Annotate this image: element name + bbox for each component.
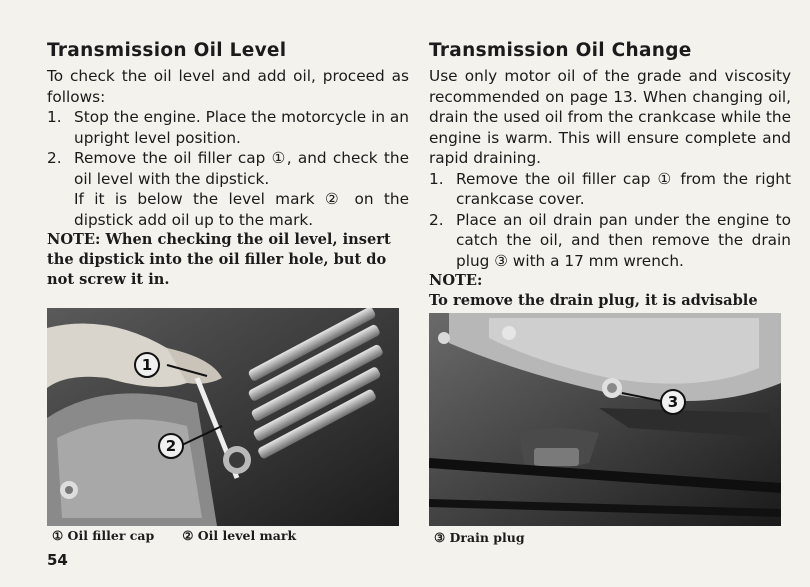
oil-change-note: To remove the drain plug, it is advisable (429, 292, 758, 309)
list-item: 1. Stop the engine. Place the motorcycle in an upright level position. (47, 108, 409, 147)
section-title-oil-level: Transmission Oil Level (47, 40, 287, 61)
figure1-caption (52, 528, 296, 544)
left-column (47, 40, 409, 290)
engine-filler-cap-photo (47, 308, 399, 526)
oil-change-steps (429, 169, 791, 272)
drain-plug-photo (429, 313, 781, 526)
caption-drain-plug: ③ Drain plug (434, 530, 525, 545)
engine-illustration (47, 308, 399, 526)
caption-oil-filler-cap: ① Oil filler cap (52, 528, 155, 543)
callout-2: 2 (158, 433, 184, 459)
list-item: 2. Place an oil drain pan under the engine to catch the oil, and then remove the drain plug ③ with a 17 mm wrench. (429, 210, 791, 270)
callout-3: 3 (660, 389, 686, 415)
oil-level-steps (47, 107, 409, 230)
list-item: 2. Remove the oil filler cap ①, and check the oil level with the dipstick. If it is below the level mark ② on the dipstick add oil up to the mark. (47, 149, 409, 229)
callout-1: 1 (134, 352, 160, 378)
list-item: 1. Remove the oil filler cap ① from the right crankcase cover. (429, 169, 791, 208)
section-title-oil-change: Transmission Oil Change (429, 40, 692, 61)
oil-level-note: NOTE: When checking the oil level, insert the dipstick into the oil filler hole, but do not screw it in. (47, 231, 391, 288)
oil-change-intro: Use only motor oil of the grade and viscosity recommended on page 13. When changing oil, drain the used oil from the crankcase while the engine is warm. This will ensure complete and rapid draining. (429, 67, 791, 167)
oil-level-intro: To check the oil level and add oil, proceed as follows: (47, 67, 409, 106)
caption-oil-level-mark: ② Oil level mark (182, 528, 297, 543)
oil-change-note-label: NOTE: (429, 272, 483, 289)
page-number: 54 (47, 551, 68, 569)
right-column (429, 40, 791, 311)
drain-plug-illustration (429, 313, 781, 526)
